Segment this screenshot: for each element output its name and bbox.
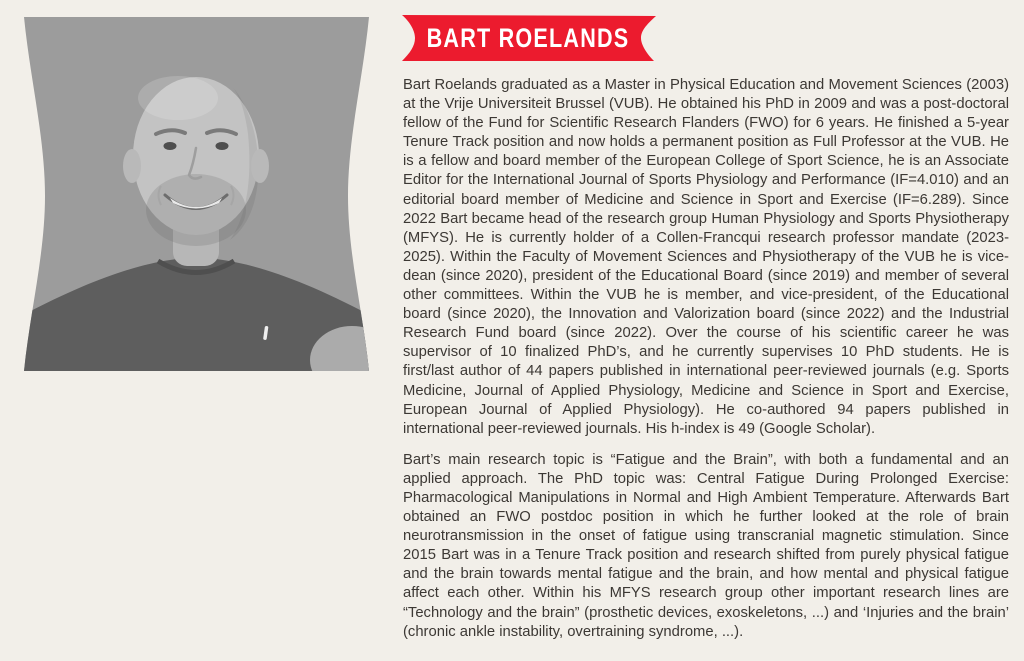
portrait-photo	[20, 14, 373, 374]
person-name: BART ROELANDS	[426, 22, 630, 53]
biography-text	[403, 76, 1009, 642]
portrait-illustration	[20, 14, 373, 374]
bio-paragraph-1: Bart Roelands graduated as a Master in Physical Education and Movement Sciences (2003) at the Vrije Universiteit Brussel (VUB). He obtained his PhD in 2009 and was a post-doctoral fellow of the Fund for Scientific Research Flanders (FWO) for 6 years. He finished a 5-year Tenure Track position and now holds a permanent position as Full Professor at the VUB. He is a fellow and board member of the European College of Sport Science, he is an Associate Editor for the International Journal of Sports Physiology and Performance (IF=4.010) and an editorial board member of Medicine and Science in Sport and Exercise (IF=6.289). Since 2022 Bart became head of the research group Human Physiology and Sports Physiotherapy (MFYS). He is currently holder of a Collen-Francqui research professor mandate (2023-2025). Within the Faculty of Movement Sciences and Physiotherapy of the VUB he is vice-dean (since 2020), president of the Educational Board (since 2019) and member of several other committees. Within the VUB he is member, and vice-president, of the Educational board (since 2020), the Innovation and Valorization board (since 2022) and the Industrial Research Fund board (since 2022). Over the course of his scientific career he was supervisor of 10 finalized PhD’s, and he currently supervises 10 PhD students. He is first/last author of 44 papers published in international peer-reviewed journals (e.g. Sports Medicine, Journal of Applied Physiology, Medicine and Science in Sport and Exercise, European Journal of Applied Physiology). He co-authored 94 papers published in international peer-reviewed journals. His h-index is 49 (Google Scholar).	[403, 77, 1009, 437]
bio-paragraph-2: Bart’s main research topic is “Fatigue and the Brain”, with both a fundamental and an applied approach. The PhD topic was: Central Fatigue During Prolonged Exercise: Pharmacological Manipulations in Normal and High Ambient Temperature. Afterwards Bart obtained an FWO postdoc position in which he further looked at the role of brain neurotransmission in the onset of fatigue using transcranial magnetic stimulation. Since 2015 Bart was in a Tenure Track position and research shifted from purely physical fatigue and the brain towards mental fatigue and the brain, and how mental and physical fatigue affect each other. Within his MFYS research group other important research lines are “Technology and the brain” (prosthetic devices, exoskeletons, ...) and ‘Injuries and the brain’ (chronic ankle instability, overtraining syndrome, ...).	[403, 451, 1009, 640]
name-ribbon	[398, 13, 658, 65]
